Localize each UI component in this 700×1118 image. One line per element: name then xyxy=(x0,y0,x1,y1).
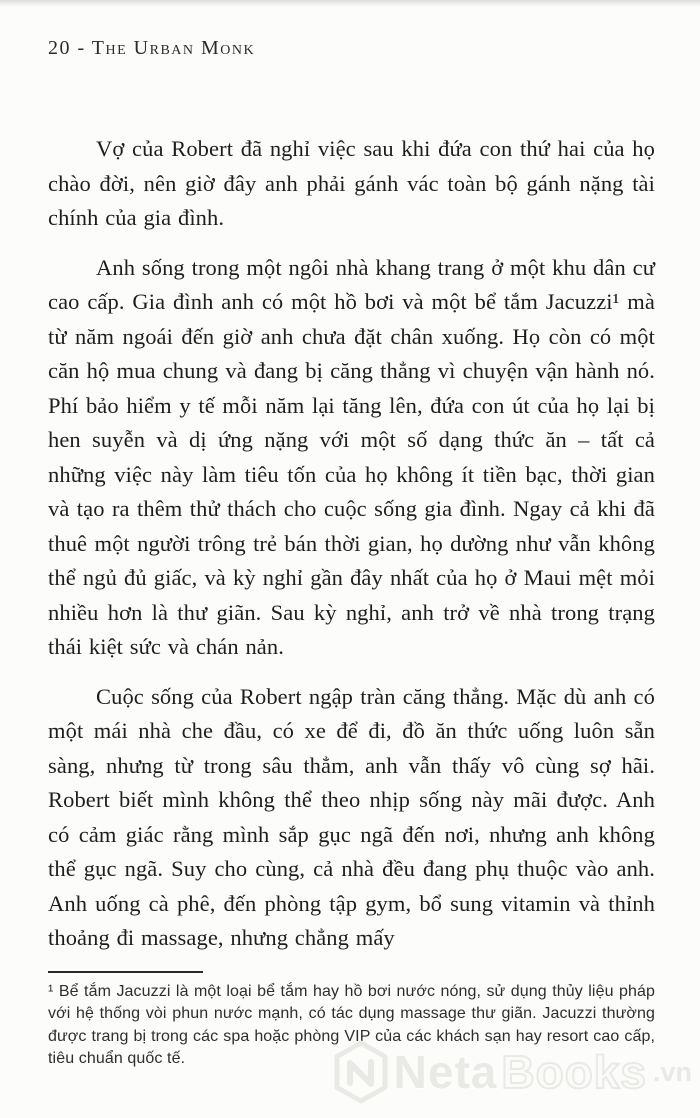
body-text xyxy=(48,132,655,971)
watermark-brand-second: Books xyxy=(501,1046,647,1098)
footnote-text: ¹ Bể tắm Jacuzzi là một loại bể tắm hay hồ bơi nước nóng, sử dụng thủy liệu pháp với hệ thống vòi phun nước mạnh, có tác dụng massage thư giãn. Jacuzzi thường được trang bị trong các spa hoặc phòng VIP của các khách sạn hay resort cao cấp, tiêu chuẩn quốc tế. xyxy=(48,982,655,1067)
footnote-divider xyxy=(48,971,203,973)
watermark-tld: .vn xyxy=(652,1056,692,1087)
paragraph: Anh sống trong một ngôi nhà khang trang ở một khu dân cư cao cấp. Gia đình anh có một hồ bơi và một bể tắm Jacuzzi¹ mà từ năm ngoái đến giờ anh chưa đặt chân xuống. Họ còn có một căn hộ mua chung và đang bị căng thẳng vì chuyện vận hành nó. Phí bảo hiểm y tế mỗi năm lại tăng lên, đứa con út của họ lại bị hen suyễn và dị ứng nặng với một số dạng thức ăn – tất cả những việc này làm tiêu tốn của họ không ít tiền bạc, thời gian và tạo ra thêm thử thách cho cuộc sống gia đình. Ngay cả khi đã thuê một người trông trẻ bán thời gian, họ dường như vẫn không thể ngủ đủ giấc, và kỳ nghỉ gần đây nhất của họ ở Maui mệt mỏi nhiều hơn là thư giãn. Sau kỳ nghỉ, anh trở về nhà trong trạng thái kiệt sức và chán nản. xyxy=(48,254,655,659)
watermark-brand-first: Neta xyxy=(393,1046,498,1098)
running-header-text: 20 - The Urban Monk xyxy=(48,37,256,59)
paragraph: Cuộc sống của Robert ngập tràn căng thẳng. Mặc dù anh có một mái nhà che đầu, có xe để đi, đồ ăn thức uống luôn sẵn sàng, nhưng từ trong sâu thẳm, anh vẫn thấy vô cùng sợ hãi. Robert biết mình không thể theo nhịp sống này mãi được. Anh có cảm giác rằng mình sắp gục ngã đến nơi, nhưng anh không thể gục ngã. Suy cho cùng, cả nhà đều đang phụ thuộc vào anh. Anh uống cà phê, đến phòng tập gym, bổ sung vitamin và thỉnh thoảng đi massage, nhưng chẳng mấy xyxy=(48,683,655,950)
running-header xyxy=(48,36,655,60)
paragraph: Vợ của Robert đã nghỉ việc sau khi đứa con thứ hai của họ chào đời, nên giờ đây anh phải gánh vác toàn bộ gánh nặng tài chính của gia đình. xyxy=(48,136,655,230)
footnote-section xyxy=(48,971,655,1118)
